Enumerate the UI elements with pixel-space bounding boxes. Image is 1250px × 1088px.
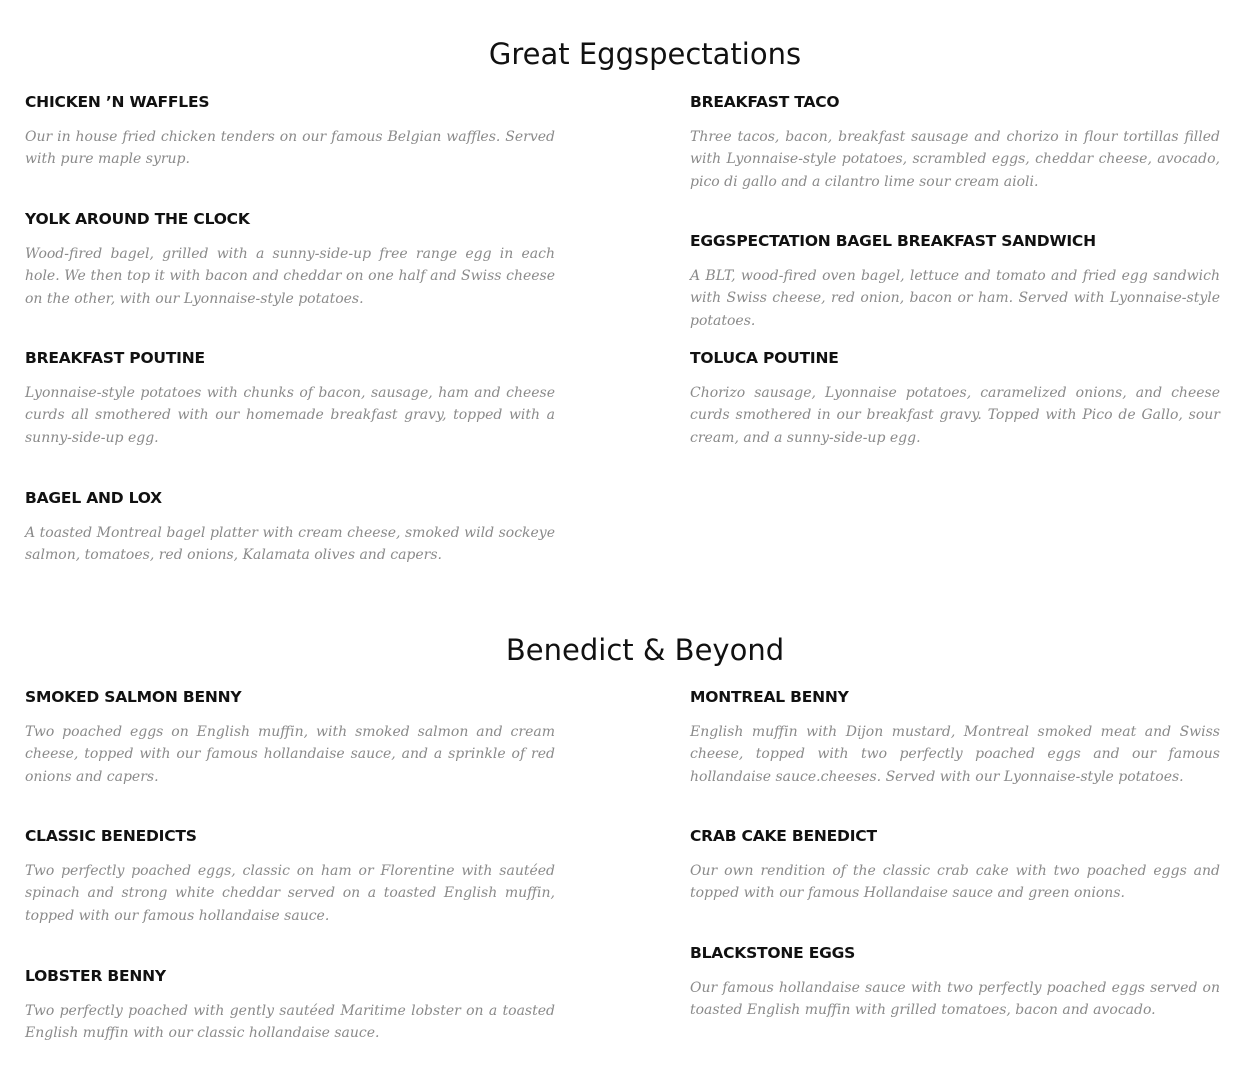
menu-item-classic-benedicts: [25, 827, 555, 927]
menu-item-description: Two poached eggs on English muffin, with smoked salmon and cream cheese, topped with our famous hollandaise sauce, and a sprinkle of red onions and capers.: [25, 723, 555, 785]
menu-item-lobster-benny: [25, 967, 555, 1045]
menu-item-description: Our in house fried chicken tenders on our famous Belgian waffles. Served with pure maple syrup.: [25, 128, 555, 168]
menu-item-breakfast-taco: [690, 93, 1220, 193]
menu-item-blackstone-eggs: [690, 944, 1220, 1022]
menu-item-description: A toasted Montreal bagel platter with cream cheese, smoked wild sockeye salmon, tomatoes, red onions, Kalamata olives and capers.: [25, 524, 555, 564]
menu-item-description: Our famous hollandaise sauce with two perfectly poached eggs served on toasted English muffin with grilled tomatoes, bacon and avocado.: [690, 979, 1220, 1019]
menu-item-description: A BLT, wood-fired oven bagel, lettuce and tomato and fried egg sandwich with Swiss cheese, red onion, bacon or ham. Served with Lyonnaise-style potatoes.: [690, 267, 1220, 329]
menu-item-description: English muffin with Dijon mustard, Montreal smoked meat and Swiss cheese, topped with two perfectly poached eggs and our famous hollandaise sauce.cheeses. Served with our Lyonnaise-style potatoes.: [690, 723, 1220, 785]
menu-item-name: MONTREAL BENNY: [690, 688, 849, 706]
menu-item-montreal-benny: [690, 688, 1220, 788]
menu-item-breakfast-poutine: [25, 349, 555, 449]
menu-item-name: YOLK AROUND THE CLOCK: [25, 210, 250, 228]
section-title-benedict-and-beyond: Benedict & Beyond: [505, 633, 785, 667]
menu-item-name: CHICKEN ’N WAFFLES: [25, 93, 210, 111]
menu-item-crab-cake-benedict: [690, 827, 1220, 905]
menu-item-name: BLACKSTONE EGGS: [690, 944, 856, 962]
menu-item-yolk-around-the-clock: [25, 210, 555, 310]
section-title-great-eggspectations: Great Eggspectations: [488, 37, 802, 71]
menu-item-description: Two perfectly poached with gently sautéed Maritime lobster on a toasted English muffin with our classic hollandaise sauce.: [25, 1002, 555, 1042]
menu-item-name: CRAB CAKE BENEDICT: [690, 827, 877, 845]
menu-item-description: Our own rendition of the classic crab cake with two poached eggs and topped with our famous Hollandaise sauce and green onions.: [690, 862, 1220, 902]
menu-item-name: TOLUCA POUTINE: [690, 349, 839, 367]
menu-item-name: EGGSPECTATION BAGEL BREAKFAST SANDWICH: [690, 232, 1096, 250]
menu-item-smoked-salmon-benny: [25, 688, 555, 788]
menu-item-name: SMOKED SALMON BENNY: [25, 688, 242, 706]
menu-item-eggspectation-bagel-breakfast-sandwich: [690, 232, 1220, 332]
menu-item-name: BAGEL AND LOX: [25, 489, 162, 507]
menu-item-description: Three tacos, bacon, breakfast sausage and chorizo in flour tortillas filled with Lyonnaise-style potatoes, scrambled eggs, cheddar cheese, avocado, pico di gallo and a cilantro lime sour cream aioli.: [690, 128, 1220, 190]
menu-item-name: BREAKFAST POUTINE: [25, 349, 205, 367]
menu-item-description: Chorizo sausage, Lyonnaise potatoes, caramelized onions, and cheese curds smothered in our breakfast gravy. Topped with Pico de Gallo, sour cream, and a sunny-side-up egg.: [690, 384, 1220, 446]
menu-item-description: Lyonnaise-style potatoes with chunks of bacon, sausage, ham and cheese curds all smothered with our homemade breakfast gravy, topped with a sunny-side-up egg.: [25, 384, 555, 446]
menu-item-description: Wood-fired bagel, grilled with a sunny-side-up free range egg in each hole. We then top it with bacon and cheddar on one half and Swiss cheese on the other, with our Lyonnaise-style potatoes.: [25, 245, 555, 307]
menu-item-bagel-and-lox: [25, 489, 555, 567]
menu-item-name: CLASSIC BENEDICTS: [25, 827, 197, 845]
menu-item-chicken-n-waffles: [25, 93, 555, 171]
menu-item-name: BREAKFAST TACO: [690, 93, 840, 111]
menu-item-description: Two perfectly poached eggs, classic on ham or Florentine with sautéed spinach and strong white cheddar served on a toasted English muffin, topped with our famous hollandaise sauce.: [25, 862, 555, 924]
menu-item-name: LOBSTER BENNY: [25, 967, 166, 985]
menu-item-toluca-poutine: [690, 349, 1220, 449]
